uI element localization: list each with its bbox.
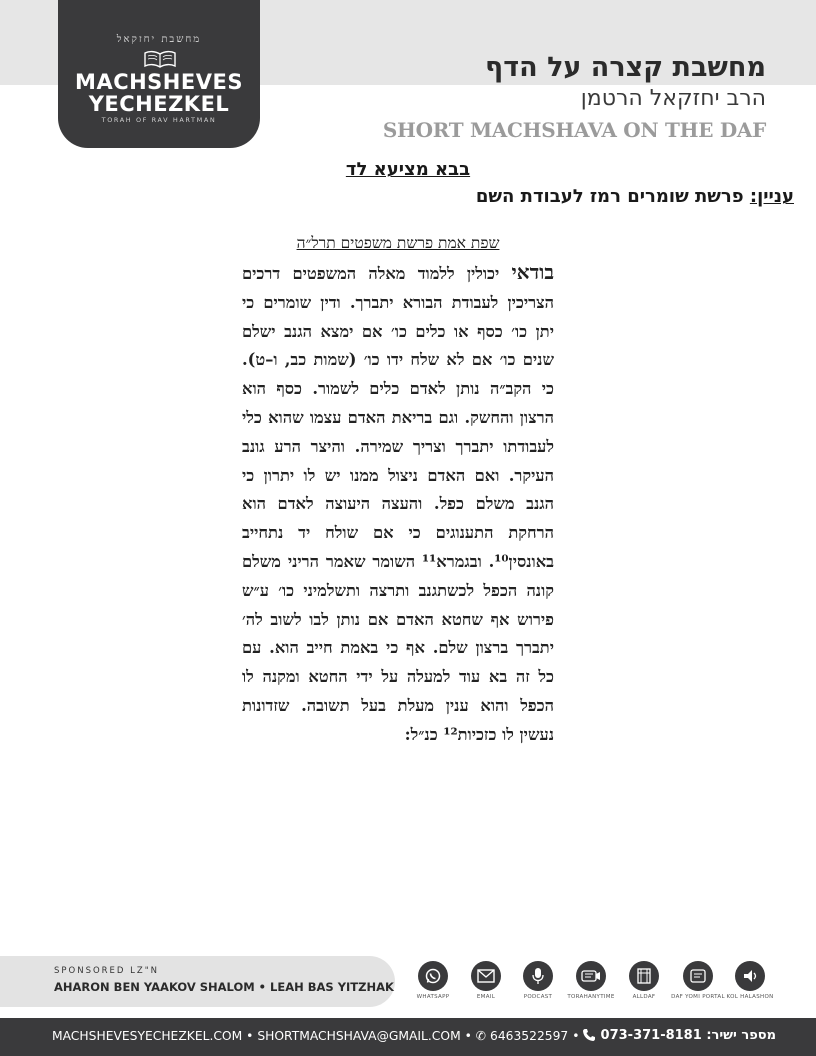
page-title-english: SHORT MACHSHAVA ON THE DAF [382,118,766,142]
whatsapp-small-icon: ✆ [475,1029,487,1043]
alldaf-link[interactable] [616,961,672,1000]
email-icon [471,961,501,991]
phone-icon [582,1028,596,1042]
logo-hebrew-text: מחשבת יחזקאל [116,34,202,45]
article-body [242,258,554,750]
body-paragraph: יכולין ללמוד מאלה המשפטים דרכים הצריכין לעבודת הבורא יתברך. ודין שומרים כי יתן כו׳ כסף או כלים כו׳ אם ימצא הגנב ישלם שנים כו׳ אם לא שלח ידו כו׳ (שמות כב, ו–ט). כי הקב״ה נותן לאדם כלים לשמור. כסף הוא הרצון והחשק. וגם בריאת האדם עצמו שהוא כלי לעבודתו יתברך וצריך שמירה. והיצר הרע גונב העיקר. ואם האדם ניצול ממנו יש לו יתרון כי הגנב משלם כפל. והעצה היעוצה לאדם הוא הרחקת התענוגים כי אם שולח יד נתחייב באונסין¹⁰. ובגמרא¹¹ השומר שאמר הריני משלם קונה הכפל לכשתגנב ותרצה ותשלמיני כו׳ ע״ש פירוש אף שחטא האדם אם נותן לבו לשוב לה׳ יתברך ברצון שלם. אף כי באמת חייב הוא. עם כל זה בא עוד למעלה על ידי החטא ומקנה לו הכפל והוא ענין מעלת בעל תשובה. שזדונות נעשין לו כזכיות¹² כנ״ל: [242,264,554,744]
footer-bar [0,1018,816,1056]
torahanytime-label: TORAHANYTIME [567,994,615,1000]
opening-word: בודאי [511,260,554,284]
topic-text: פרשת שומרים רמז לעבודת השם [475,186,750,207]
website-link[interactable]: MACHSHEVESYECHEZKEL.COM [52,1029,243,1043]
alldaf-icon [629,961,659,991]
podcast-link[interactable] [510,961,566,1000]
sponsor-label: SPONSORED LZ"N [54,966,160,976]
email-label: EMAIL [476,994,496,1000]
footer-contacts [52,1029,579,1043]
sponsor-names: AHARON BEN YAAKOV SHALOM • LEAH BAS YITZHAK [54,980,394,994]
logo-wordmark [58,71,260,115]
separator-dot: • [572,1029,580,1043]
kol-halashon-label: KOL HALASHON [726,994,774,1000]
direct-line [579,1028,776,1043]
page-title-hebrew: מחשבת קצרה על הדף [485,52,766,83]
separator-dot: • [246,1029,258,1043]
email-link[interactable] [458,961,514,1000]
daf-yomi-portal-label: DAF YOMI PORTAL [671,994,725,1000]
logo-tagline: TORAH OF RAV HARTMAN [101,116,217,124]
direct-line-number[interactable]: 073-371-8181 [600,1028,702,1043]
daf-yomi-portal-icon [683,961,713,991]
kol-halashon-link[interactable] [722,961,778,1000]
podcast-label: PODCAST [523,994,553,1000]
separator-dot: • [464,1029,476,1043]
torahanytime-link[interactable] [563,961,619,1000]
author-name: הרב יחזקאל הרטמן [580,86,766,111]
logo-line-1: MACHSHEVES [75,70,243,94]
whatsapp-label: WHATSAPP [416,994,450,1000]
alldaf-label: ALLDAF [632,994,656,1000]
whatsapp-number[interactable]: 6463522597 [490,1029,569,1043]
tractate-heading: בבא מציעא לד [345,159,471,180]
logo[interactable] [58,0,260,148]
direct-line-label: מספר ישיר: [706,1028,776,1043]
whatsapp-icon [418,961,448,991]
podcast-icon [523,961,553,991]
source-citation: שפת אמת פרשת משפטים תרל״ה [296,234,500,252]
kol-halashon-icon [735,961,765,991]
topic-line [476,186,794,207]
open-book-icon [144,50,176,68]
topic-label: עניין: [749,186,794,207]
daf-yomi-portal-link[interactable] [670,961,726,1000]
whatsapp-link[interactable] [405,961,461,1000]
logo-line-2: YECHEZKEL [88,92,230,116]
torahanytime-icon [576,961,606,991]
email-address-link[interactable]: SHORTMACHSHAVA@GMAIL.COM [257,1029,461,1043]
